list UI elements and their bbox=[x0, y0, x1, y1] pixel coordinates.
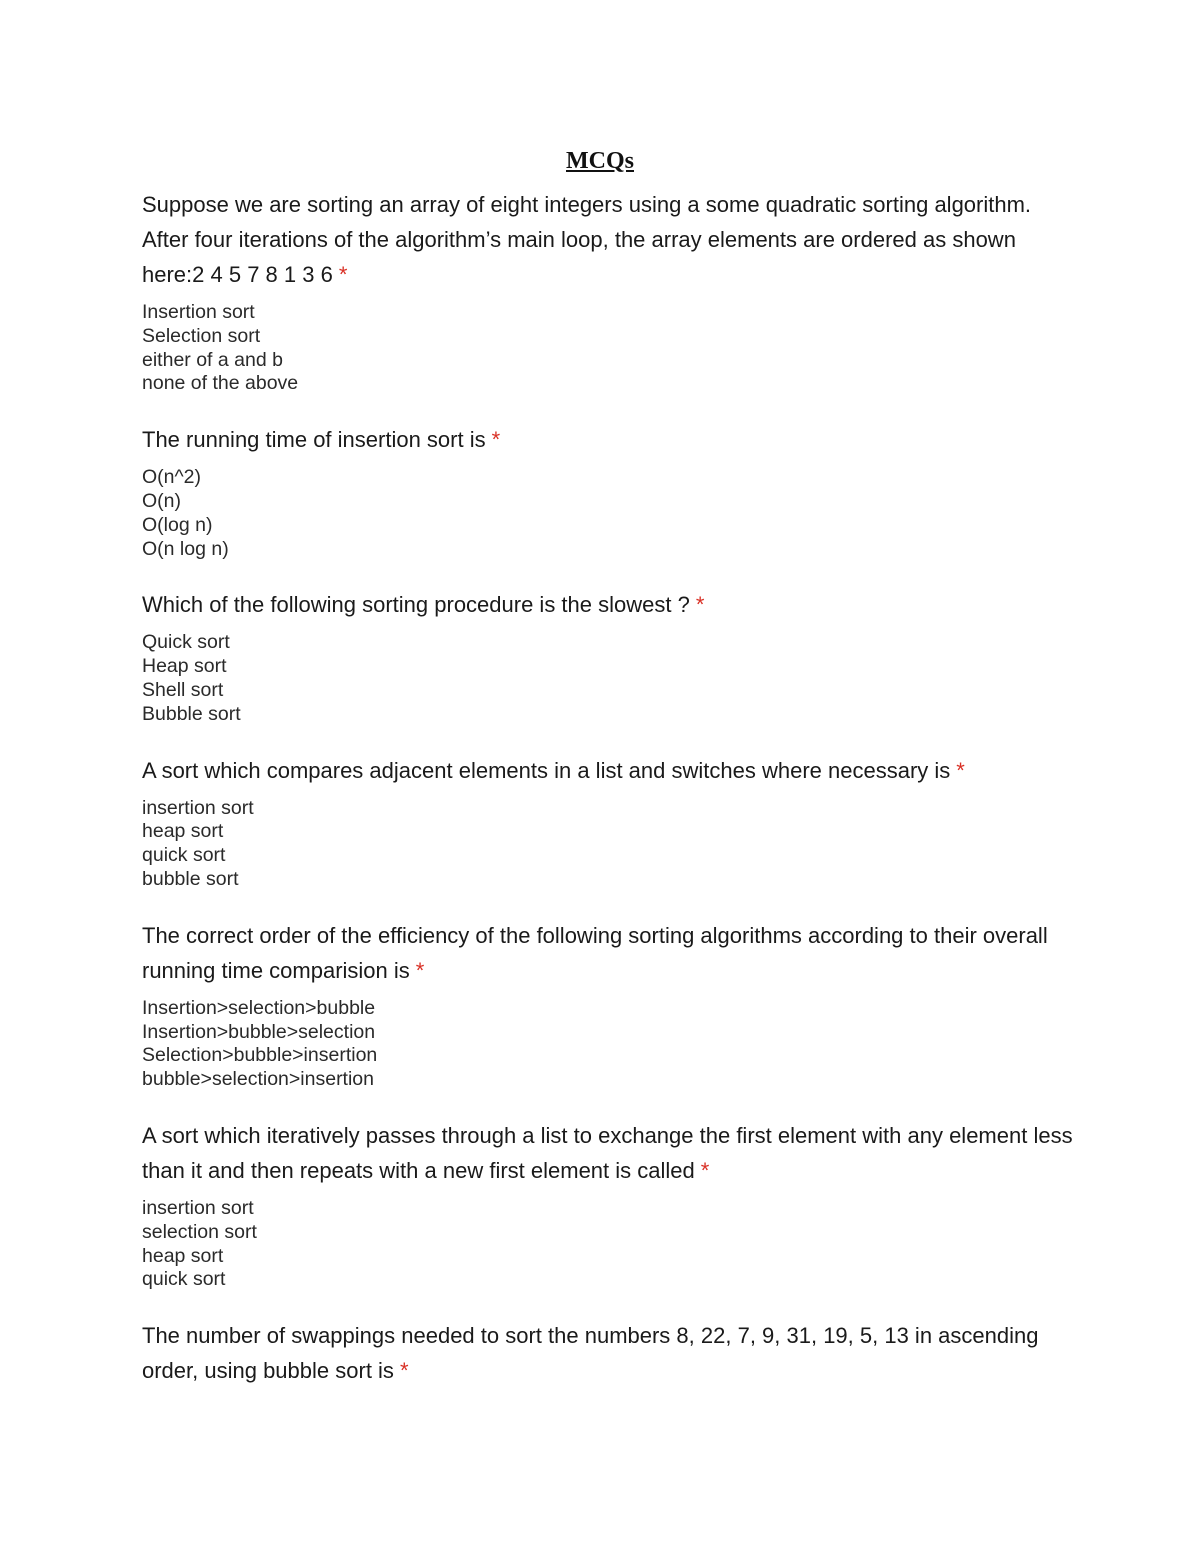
option-item[interactable]: bubble sort bbox=[142, 867, 239, 890]
question-text: A sort which iteratively passes through a list to exchange the first element with any element less than it and then repeats with a new first element is called bbox=[142, 1122, 1073, 1183]
option-item[interactable]: Insertion>selection>bubble bbox=[142, 996, 376, 1019]
question-text: The running time of insertion sort is bbox=[142, 427, 486, 453]
option-item[interactable]: Insertion>bubble>selection bbox=[142, 1020, 376, 1043]
required-marker: * bbox=[956, 757, 965, 783]
option-item[interactable]: heap sort bbox=[142, 820, 224, 843]
question-text: A sort which compares adjacent elements in a list and switches where necessary is bbox=[142, 757, 951, 783]
option-item[interactable]: Bubble sort bbox=[142, 702, 241, 725]
question-text: The correct order of the efficiency of the following sorting algorithms according to their overall running time comparision is bbox=[142, 922, 1048, 983]
option-list bbox=[142, 797, 1077, 892]
question-2 bbox=[142, 422, 1077, 561]
question-text: The number of swappings needed to sort the numbers 8, 22, 7, 9, 31, 19, 5, 13 in ascending order, using bubble sort is bbox=[142, 1323, 1039, 1384]
option-item[interactable]: heap sort bbox=[142, 1244, 224, 1267]
document-title: MCQs bbox=[566, 148, 634, 174]
option-list bbox=[142, 631, 1077, 726]
required-marker: * bbox=[338, 262, 348, 287]
question-6 bbox=[142, 1118, 1077, 1292]
option-list bbox=[142, 301, 1077, 396]
question-7 bbox=[142, 1318, 1077, 1388]
required-marker: * bbox=[700, 1157, 710, 1183]
option-item[interactable]: quick sort bbox=[142, 1268, 226, 1291]
question-3 bbox=[142, 587, 1077, 726]
required-marker: * bbox=[415, 957, 425, 983]
required-marker: * bbox=[491, 427, 501, 453]
question-4 bbox=[142, 753, 1077, 892]
option-item[interactable]: Heap sort bbox=[142, 655, 227, 678]
option-item[interactable]: Selection>bubble>insertion bbox=[142, 1044, 378, 1067]
question-text: Suppose we are sorting an array of eight integers using a some quadratic sorting algorithm. After four iterations of the algorithm’s main loop, the array elements are ordered as shown here:2 4 5 7 8 1 3 6 bbox=[142, 192, 1032, 287]
question-5 bbox=[142, 918, 1077, 1092]
required-marker: * bbox=[695, 592, 705, 618]
option-item[interactable]: insertion sort bbox=[142, 1196, 254, 1219]
option-item[interactable]: Shell sort bbox=[142, 678, 224, 701]
required-marker: * bbox=[399, 1358, 409, 1384]
question-1 bbox=[142, 187, 1077, 396]
option-item[interactable]: quick sort bbox=[142, 844, 226, 867]
option-item[interactable]: Insertion sort bbox=[142, 301, 255, 323]
option-item[interactable]: O(log n) bbox=[142, 513, 213, 536]
option-item[interactable]: insertion sort bbox=[142, 796, 254, 819]
option-list bbox=[142, 997, 1077, 1092]
question-list bbox=[142, 187, 1077, 1388]
option-item[interactable]: selection sort bbox=[142, 1220, 257, 1243]
question-text: Which of the following sorting procedure is the slowest ? bbox=[142, 592, 690, 618]
option-list bbox=[142, 466, 1077, 561]
option-item[interactable]: O(n log n) bbox=[142, 537, 229, 560]
option-item[interactable]: none of the above bbox=[142, 372, 299, 395]
option-item[interactable]: Selection sort bbox=[142, 324, 261, 347]
option-item[interactable]: O(n) bbox=[142, 489, 181, 512]
option-item[interactable]: bubble>selection>insertion bbox=[142, 1068, 375, 1091]
option-list bbox=[142, 1197, 1077, 1292]
option-item[interactable]: Quick sort bbox=[142, 631, 230, 654]
option-item[interactable]: O(n^2) bbox=[142, 466, 201, 489]
option-item[interactable]: either of a and b bbox=[142, 348, 283, 371]
